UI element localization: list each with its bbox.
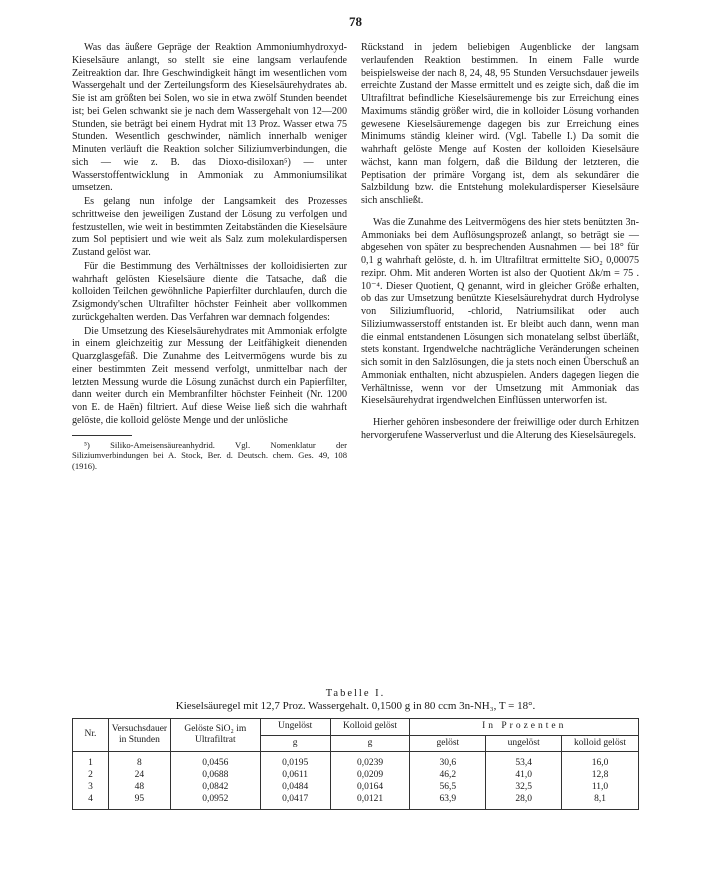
header-dissolved: Gelöste SiO₂ im Ultrafiltrat: [170, 719, 260, 752]
cell-undissolved: 0,0195: [260, 752, 330, 771]
header-colloid: Kolloid gelöst: [330, 719, 410, 736]
table-number: Tabelle I.: [325, 688, 386, 699]
data-table: [72, 718, 639, 810]
cell-pct-colloid: 11,0: [562, 782, 639, 794]
header-unit-undissolved: g: [260, 735, 330, 752]
header-pct-dissolved: gelöst: [410, 735, 486, 752]
table-row: [73, 794, 639, 810]
cell-hours: 24: [108, 770, 170, 782]
paragraph: Es gelang nun infolge der Langsamkeit des Prozesses schrittweise den jeweiligen Zustand der Lösung zu verfolgen und festzustellen, wie weit in bestimmten Zeitabständen die Kieselsäure zum Sol peptisiert und wie weit als Salz zum molekulardispersen Zustand gelöst war.: [72, 196, 347, 258]
cell-dissolved: 0,0688: [170, 770, 260, 782]
footnote: ⁵) Siliko-Ameisensäureanhydrid. Vgl. Nomenklatur der Siliziumverbindungen bei A. Stock, Ber. d. Deutsch. chem. Ges. 49, 108 (1916).: [72, 439, 347, 471]
cell-undissolved: 0,0611: [260, 770, 330, 782]
right-column: [361, 42, 639, 443]
left-column: [72, 42, 347, 471]
cell-dissolved: 0,0456: [170, 752, 260, 771]
header-nr: Nr.: [73, 719, 109, 752]
cell-pct-colloid: 12,8: [562, 770, 639, 782]
table-row: [73, 752, 639, 771]
cell-hours: 8: [108, 752, 170, 771]
header-unit-colloid: g: [330, 735, 410, 752]
cell-pct-dissolved: 30,6: [410, 752, 486, 771]
cell-dissolved: 0,0952: [170, 794, 260, 810]
paragraph: Für die Bestimmung des Verhältnisses der kolloidisierten zur wahrhaft gelösten Kieselsäure diente die Tatsache, daß die kolloiden Teilchen gewöhnliche Papierfilter durchlaufen, durch die Zsigmondy'schen Ultrafilter höchster Feinheit aber vollkommen zurückgehalten werden. Das Verfahren war demnach folgendes:: [72, 260, 347, 323]
cell-pct-colloid: 16,0: [562, 752, 639, 771]
footnote-divider: [72, 435, 132, 436]
cell-colloid: 0,0121: [330, 794, 410, 810]
cell-hours: 48: [108, 782, 170, 794]
cell-pct-undissolved: 32,5: [486, 782, 562, 794]
cell-hours: 95: [108, 794, 170, 810]
header-pct-undissolved: ungelöst: [486, 735, 562, 752]
cell-colloid: 0,0164: [330, 782, 410, 794]
table-caption: [72, 687, 639, 713]
cell-colloid: 0,0209: [330, 770, 410, 782]
table-title: Kieselsäuregel mit 12,7 Proz. Wassergehalt. 0,1500 g in 80 ccm 3n-NH₃, T = 18°.: [175, 700, 536, 712]
cell-pct-undissolved: 53,4: [486, 752, 562, 771]
cell-undissolved: 0,0484: [260, 782, 330, 794]
header-percent-group: In Prozenten: [410, 719, 639, 736]
cell-pct-colloid: 8,1: [562, 794, 639, 810]
cell-pct-dissolved: 63,9: [410, 794, 486, 810]
paragraph: Rückstand in jedem beliebigen Augenblicke der langsam verlaufenden Reaktion bestimmen. In einem Falle wurde beispielsweise der nach 8, 24, 48, 95 Stunden Versuchsdauer jeweils erreichte Zustand der Masse ermittelt und es zeigte sich, daß die im Ultrafiltrat befindliche Kieselsäuremenge bis zur Erreichung eines Maximums ständig größer wird, die in kolloider Lösung vorhanden gewesene Kieselsäuremenge dagegen bis zur Erreichung eines Minimums ständig kleiner wird. (Vgl. Tabelle I.) Da somit die wahrhaft gelöste Menge auf Kosten der kolloiden Kieselsäure wächst, kann man folgern, daß die Bildung der letzteren, die Peptisation der primäre Vorgang ist, dem als sekundärer die Salzbildung bzw. die Entstehung molekulardisperser Kieselsäure sich anschließt.: [361, 42, 639, 206]
cell-undissolved: 0,0417: [260, 794, 330, 810]
paragraph: Was das äußere Gepräge der Reaktion Ammoniumhydroxyd-Kieselsäure anlangt, so stellt sie eine langsam verlaufende Zeitreaktion dar. Ihre Geschwindigkeit hängt im wesentlichen vom Wassergehalt und der Zerteilungsform des Kieselsäurehydrates ab. Sie ist am größten bei Solen, wo sie in etwa zwölf Stunden beendet ist; bei Gelen schwankt sie je nach dem Wassergehalt von 12—200 Stunden, sie beträgt bei einem Hydrat mit 13 Proz. Wasser etwa 75 Stunden. Wesentlich geschwinder, nämlich innerhalb weniger Minuten verläuft die Reaktion solcher Siliziumverbindungen, die sich — wie z. B. das Dioxo-disiloxan⁵) — unter Wasserstoffentwicklung in Ammoniak zu Ammoniumsilikat umsetzen.: [72, 42, 347, 194]
cell-nr: 4: [73, 794, 109, 810]
table-row: [73, 770, 639, 782]
cell-nr: 3: [73, 782, 109, 794]
paragraph: Die Umsetzung des Kieselsäurehydrates mit Ammoniak erfolgte in einem gleichzeitig zur Messung der Leitfähigkeit dienenden Quarzglasgefäß. Die Zunahme des Leitvermögens wurde bis zu einer bestimmten Zeit messend verfolgt, unmittelbar nach der letzten Messung wurde die Lösung zunächst durch ein Papierfilter, dann weiter durch ein Membranfilter höchster Feinheit (Nr. 1200 von E. de Haën) filtriert. Auf diese Weise ließ sich die wahrhaft gelöste, die kolloid gelöste Menge und der unlösliche: [72, 325, 347, 426]
paragraph: Was die Zunahme des Leitvermögens des hier stets benützten 3n-Ammoniaks bei dem Auflösungsprozeß anlangt, so beträgt sie — abgesehen von später zu besprechenden Ausnahmen — bei 18° für 0,1 g wahrhaft gelöste, d. h. im Ultrafiltrat ermittelte SiO₂ 0,00075 rezipr. Ohm. Mit anderen Worten ist also der Quotient Δk/m = 75 . 10⁻⁴. Dieser Quotient, Q genannt, wird in gleicher Größe erhalten, ob das zur Umsetzung benützte Kieselsäurehydrat durch Hydrolyse von Siliziumfluorid, -chlorid, Natriumsilikat oder auch Siliziumwasserstoff entstanden ist. Er bleibt auch dann, wenn man die einmal entstandenen Lösungen sich monatelang selbst überläßt, stets konstant. Irgendwelche nachträgliche Veränderungen scheinen sich somit in den Salzlösungen, die ja stets noch einen Überschuß an Ammoniak enthalten, nicht abzuspielen. Anders dagegen liegen die Verhältnisse, wenn vor der Umsetzung mit Ammoniak das Kieselsäurehydrat irgendwelchen Einflüssen unterworfen ist.: [361, 216, 639, 407]
header-pct-colloid: kolloid gelöst: [562, 735, 639, 752]
cell-pct-undissolved: 41,0: [486, 770, 562, 782]
cell-dissolved: 0,0842: [170, 782, 260, 794]
cell-pct-dissolved: 46,2: [410, 770, 486, 782]
header-undissolved: Ungelöst: [260, 719, 330, 736]
paragraph: Hierher gehören insbesondere der freiwillige oder durch Erhitzen hervorgerufene Wasserverlust und die Alterung des Kieselsäuregels.: [361, 417, 639, 441]
header-duration: Versuchsdauer in Stunden: [108, 719, 170, 752]
page-number: 78: [349, 14, 362, 29]
cell-pct-dissolved: 56,5: [410, 782, 486, 794]
cell-nr: 1: [73, 752, 109, 771]
cell-pct-undissolved: 28,0: [486, 794, 562, 810]
cell-colloid: 0,0239: [330, 752, 410, 771]
cell-nr: 2: [73, 770, 109, 782]
table-row: [73, 782, 639, 794]
